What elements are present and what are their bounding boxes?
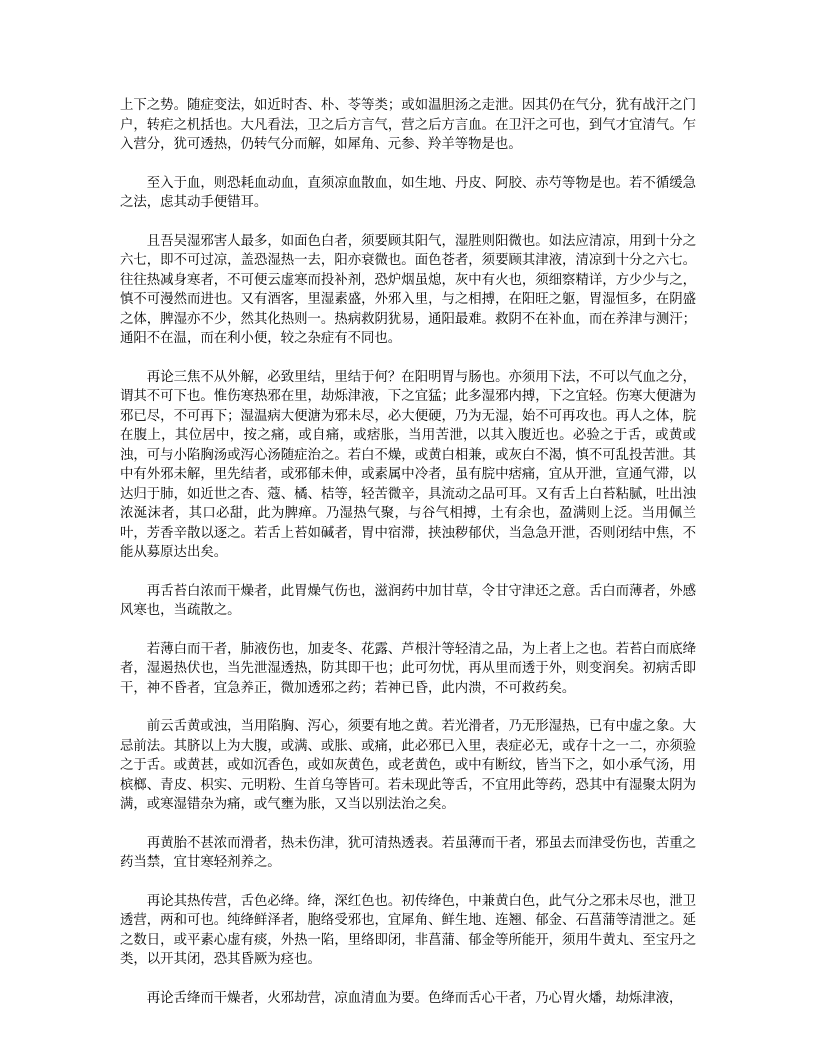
- paragraph-1: 上下之势。随症变法，如近时杏、朴、苓等类；或如温胆汤之走泄。因其仍在气分，犹有战汗之门户，转疟之机括也。大凡看法，卫之后方言气，营之后方言血。在卫汗之可也，到气才宜清气。乍入营分，犹可透热，仍转气分而解，如犀角、元参、羚羊等物是也。: [120, 98, 696, 152]
- paragraph-7: 前云舌黄或浊，当用陷胸、泻心，须要有地之黄。若光滑者，乃无形湿热，已有中虚之象。大忌前法。其脐以上为大腹，或满、或胀、或痛，此必邪已入里，表症必无，或存十之一二，亦须验之于舌。或黄甚，或如沉香色，或如灰黄色，或老黄色，或中有断纹，皆当下之，如小承气汤，用槟榔、青皮、枳实、元明粉、生首乌等皆可。若未现此等舌，不宜用此等药，恐其中有湿聚太阴为满，或寒湿错杂为痛，或气壅为胀，又当以别法治之矣。: [120, 719, 696, 812]
- paragraph-5: 再舌苔白浓而干燥者，此胃燥气伤也，滋润药中加甘草，令甘守津还之意。舌白而薄者，外感风寒也，当疏散之。: [120, 583, 696, 618]
- paragraph-4: 再论三焦不从外解，必致里结，里结于何？在阳明胃与肠也。亦须用下法，不可以气血之分，谓其不可下也。惟伤寒热邪在里，劫烁津液，下之宜猛；此多湿邪内搏，下之宜轻。伤寒大便溏为邪已尽，不可再下；湿温病大便溏为邪未尽，必大便硬，乃为无湿，始不可再攻也。再人之体，脘在腹上，其位居中，按之痛，或自痛，或痞胀，当用苦泄，以其入腹近也。必验之于舌，或黄或浊，可与小陷胸汤或泻心汤随症治之。若白不燥，或黄白相兼，或灰白不渴，慎不可乱投苦泄。其中有外邪未解，里先结者，或邪郁未伸，或素属中冷者，虽有脘中痞痛，宜从开泄，宣通气滞，以达归于肺，如近世之杏、蔻、橘、桔等，轻苦微辛，具流动之品可耳。又有舌上白苔粘腻，吐出浊浓涎沫者，其口必甜，此为脾瘅。乃湿热气聚，与谷气相搏，土有余也，盈满则上泛。当用佩兰叶，芳香辛散以逐之。若舌上苔如碱者，胃中宿滞，挟浊秽郁伏，当急急开泄，否则闭结中焦，不能从募原达出矣。: [120, 369, 696, 560]
- paragraph-3: 且吾吴湿邪害人最多，如面色白者，须要顾其阳气，湿胜则阳微也。如法应清凉，用到十分之六七，即不可过凉，盖恐湿热一去，阳亦衰微也。面色苍者，须要顾其津液，清凉到十分之六七。往往热减身寒者，不可便云虚寒而投补剂，恐炉烟虽熄，灰中有火也，须细察精详，方少少与之，慎不可漫然而进也。又有酒客，里湿素盛，外邪入里，与之相搏，在阳旺之躯，胃湿恒多，在阴盛之体，脾湿亦不少，然其化热则一。热病救阴犹易，通阳最难。救阴不在补血，而在养津与测汗；通阳不在温，而在利小便，较之杂症有不同也。: [120, 233, 696, 346]
- paragraph-9: 再论其热传营，舌色必绛。绛，深红色也。初传绛色，中兼黄白色，此气分之邪未尽也，泄卫透营，两和可也。纯绛鲜泽者，胞络受邪也，宜犀角、鲜生地、连翘、郁金、石菖蒲等清泄之。延之数日，或平素心虚有痰，外热一陷，里络即闭，非菖蒲、郁金等所能开，须用牛黄丸、至宝丹之类，以开其闭，恐其昏厥为痉也。: [120, 893, 696, 967]
- document-page: [120, 96, 696, 1027]
- paragraph-6: 若薄白而干者，肺液伤也，加麦冬、花露、芦根汁等轻清之品，为上者上之也。若苔白而底绛者，湿遏热伏也，当先泄湿透热，防其即干也；此可勿忧，再从里而透于外，则变润矣。初病舌即干，神不昏者，宜急养正，微加透邪之药；若神已昏，此内溃，不可救药矣。: [120, 641, 696, 696]
- paragraph-8: 再黄胎不甚浓而滑者，热未伤津，犹可清热透表。若虽薄而干者，邪虽去而津受伤也，苦重之药当禁，宜甘寒轻剂养之。: [120, 835, 696, 870]
- paragraph-10: 再论舌绛而干燥者，火邪劫营，凉血清血为要。色绛而舌心干者，乃心胃火燔，劫烁津液，: [146, 990, 683, 1006]
- paragraph-2: 至入于血，则恐耗血动血，直须凉血散血，如生地、丹皮、阿胶、赤芍等物是也。若不循缓急之法，虑其动手便错耳。: [120, 175, 696, 210]
